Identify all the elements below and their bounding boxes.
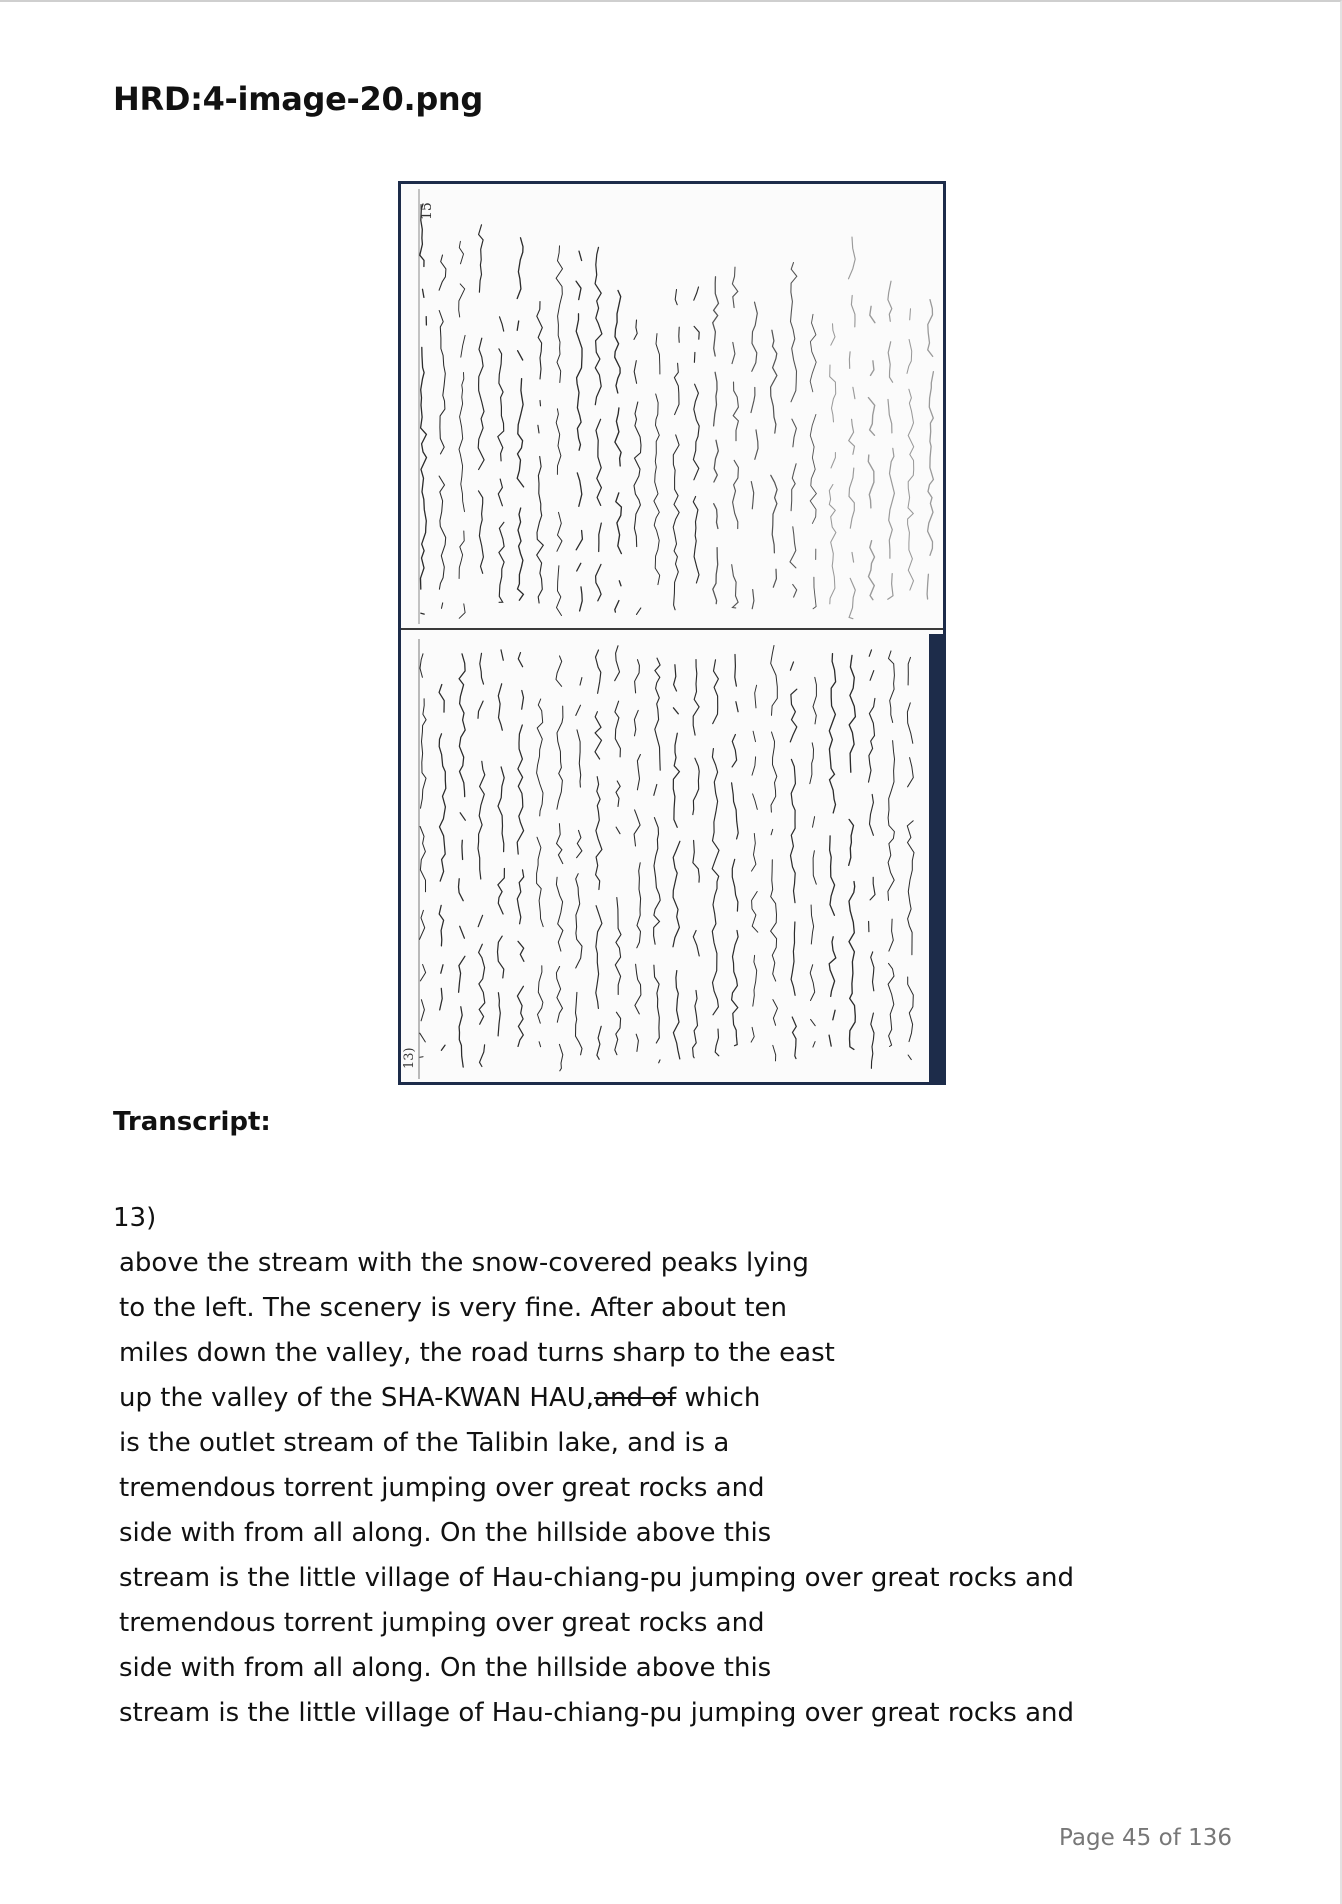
manuscript-scan-image [398, 181, 946, 1085]
transcript-line: side with from all along. On the hillside above this [119, 1653, 772, 1683]
transcript-line [113, 1376, 1213, 1421]
transcript-line-part: which [676, 1383, 761, 1413]
transcript-line: stream is the little village of Hau-chiang-pu jumping over great rocks and [119, 1698, 1074, 1728]
transcript-line: stream is the little village of Hau-chiang-pu jumping over great rocks and [119, 1563, 1074, 1593]
manuscript-image-svg [401, 184, 943, 1082]
transcript-line: tremendous torrent jumping over great rocks and [119, 1608, 765, 1638]
page-indicator: Page 45 of 136 [1059, 1825, 1232, 1851]
transcript-page-marker: 13) [113, 1203, 157, 1233]
transcript-line: side with from all along. On the hillside above this [119, 1518, 772, 1548]
transcript-line-part: up the valley of the SHA-KWAN HAU, [119, 1383, 595, 1413]
scan-page-15: 15 [419, 202, 435, 220]
transcript-line: is the outlet stream of the Talibin lake, and is a [119, 1428, 730, 1458]
struck-text: and of [594, 1383, 677, 1413]
transcript-line: miles down the valley, the road turns sharp to the east [119, 1338, 835, 1368]
transcript-heading: Transcript: [113, 1107, 271, 1137]
scan-page-13: 13) [402, 1047, 417, 1069]
transcript-line: tremendous torrent jumping over great rocks and [119, 1473, 765, 1503]
transcript-line: to the left. The scenery is very fine. After about ten [119, 1293, 788, 1323]
transcript-line: above the stream with the snow-covered peaks lying [119, 1248, 809, 1278]
transcript-body [113, 1196, 1213, 1736]
document-title: HRD:4-image-20.png [113, 80, 484, 118]
